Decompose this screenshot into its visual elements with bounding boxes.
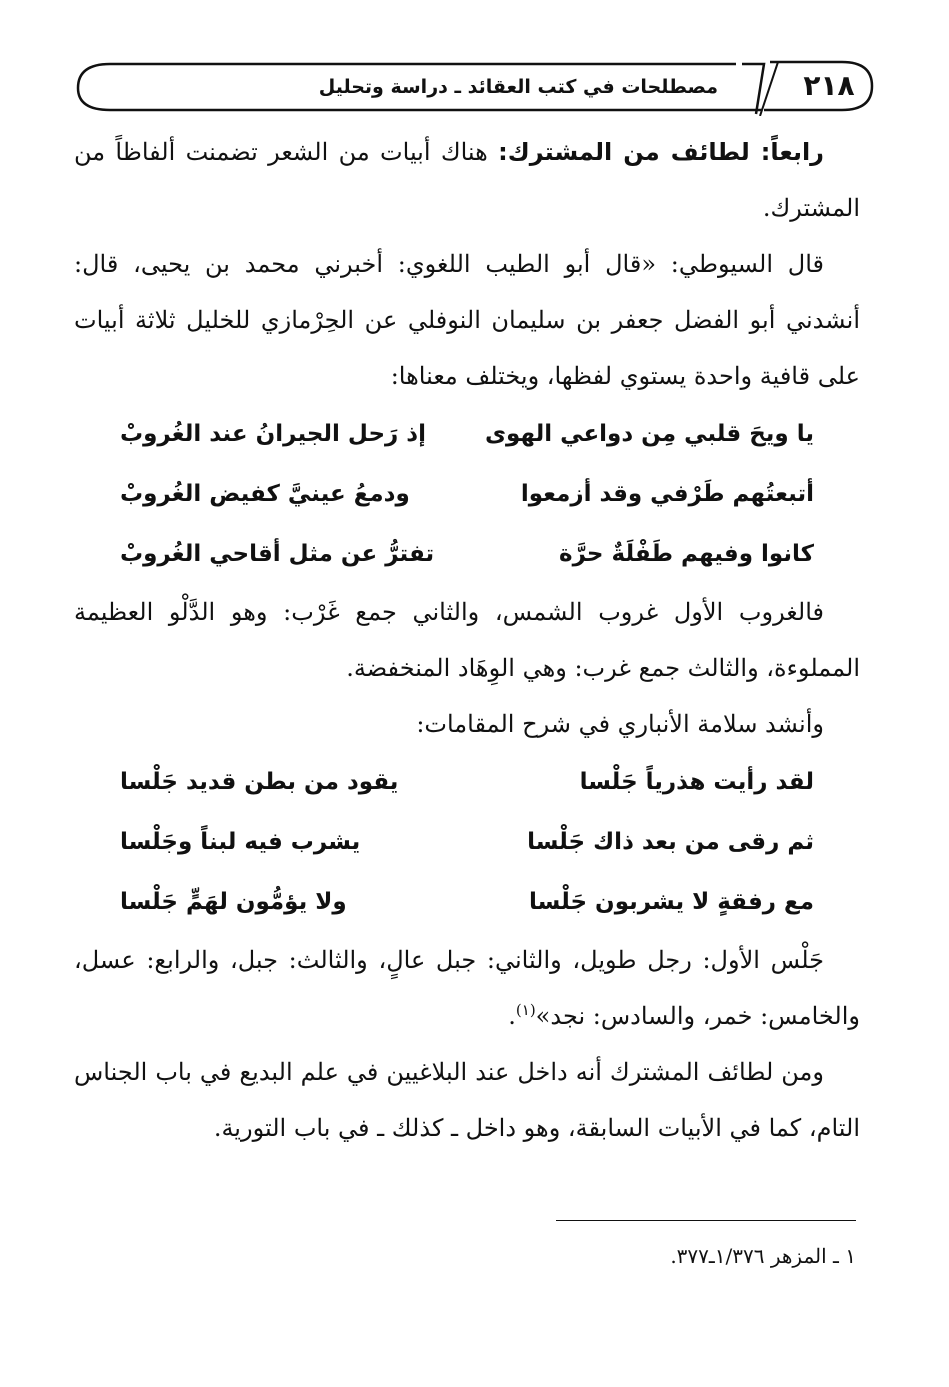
paragraph: ومن لطائف المشترك أنه داخل عند البلاغيين في علم البديع في باب الجناس التام، كما في الأبيات السابقة، وهو داخل ـ كذلك ـ في باب التورية.	[74, 1058, 860, 1142]
verse-second-hemistich: ودمعُ عينيَّ كفيض الغُروبْ	[120, 481, 410, 507]
verse-second-hemistich: يقود من بطن قديد جَلْسا	[120, 769, 399, 795]
verse-first-hemistich: ثم رقى من بعد ذاك جَلْسا	[527, 829, 814, 855]
running-title: مصطلحات في كتب العقائد ـ دراسة وتحليل	[318, 76, 718, 98]
poem-verse	[74, 872, 860, 932]
paragraph-end: .	[508, 1002, 516, 1030]
poem-1	[74, 404, 860, 584]
verse-first-hemistich: كانوا وفيهم طَفْلَةٌ حرَّة	[559, 541, 814, 567]
poem-verse	[74, 464, 860, 524]
paragraph	[74, 932, 860, 1044]
verse-first-hemistich: يا ويحَ قلبي مِن دواعي الهوى	[484, 421, 814, 447]
verse-first-hemistich: مع رفقةٍ لا يشربون جَلْسا	[529, 889, 814, 915]
verse-second-hemistich: إذ رَحل الجيرانُ عند الغُروبْ	[120, 421, 426, 447]
poem-2	[74, 752, 860, 932]
poem-verse	[74, 524, 860, 584]
verse-second-hemistich: تفترُّ عن مثل أقاحي الغُروبْ	[120, 541, 435, 567]
paragraph: وأنشد سلامة الأنباري في شرح المقامات:	[416, 710, 824, 738]
verse-second-hemistich: ولا يؤمُّون لهَمٍّ جَلْسا	[120, 889, 347, 915]
verse-second-hemistich: يشرب فيه لبناً وجَلْسا	[120, 829, 361, 855]
footnote-divider	[556, 1220, 856, 1221]
paragraph	[74, 124, 860, 236]
footnote-reference[interactable]: (١)	[515, 1001, 536, 1019]
main-text	[74, 124, 860, 1156]
verse-first-hemistich: أتبعتُهم طَرْفي وقد أزمعوا	[520, 481, 814, 507]
page-number: ٢١٨	[803, 69, 855, 102]
page-header	[70, 58, 878, 116]
section-lead: رابعاً: لطائف من المشترك:	[498, 138, 825, 166]
paragraph-text: جَلْس الأول: رجل طويل، والثاني: جبل عالٍ، والثالث: جبل، والرابع: عسل، والخامس: خمر، والسادس: نجد»	[74, 946, 860, 1030]
poem-verse	[74, 752, 860, 812]
paragraph: فالغروب الأول غروب الشمس، والثاني جمع غَرْب: وهو الدَّلْو العظيمة المملوءة، والثالث جمع غرب: وهي الوِهَاد المنخفضة.	[74, 598, 860, 682]
footnote: ١ ـ المزهر ١/٣٧٦ـ٣٧٧.	[670, 1244, 856, 1268]
verse-first-hemistich: لقد رأيت هذرياً جَلْسا	[579, 769, 814, 795]
poem-verse	[74, 812, 860, 872]
paragraph-text: هناك أبيات من الشعر تضمنت ألفاظاً من المشترك.	[74, 138, 860, 222]
poem-verse	[74, 404, 860, 464]
paragraph: قال السيوطي: «قال أبو الطيب اللغوي: أخبرني محمد بن يحيى، قال: أنشدني أبو الفضل جعفر بن سليمان النوفلي عن الحِرْمازي للخليل ثلاثة أبيات على قافية واحدة يستوي لفظها، ويختلف معناها:	[74, 250, 860, 390]
